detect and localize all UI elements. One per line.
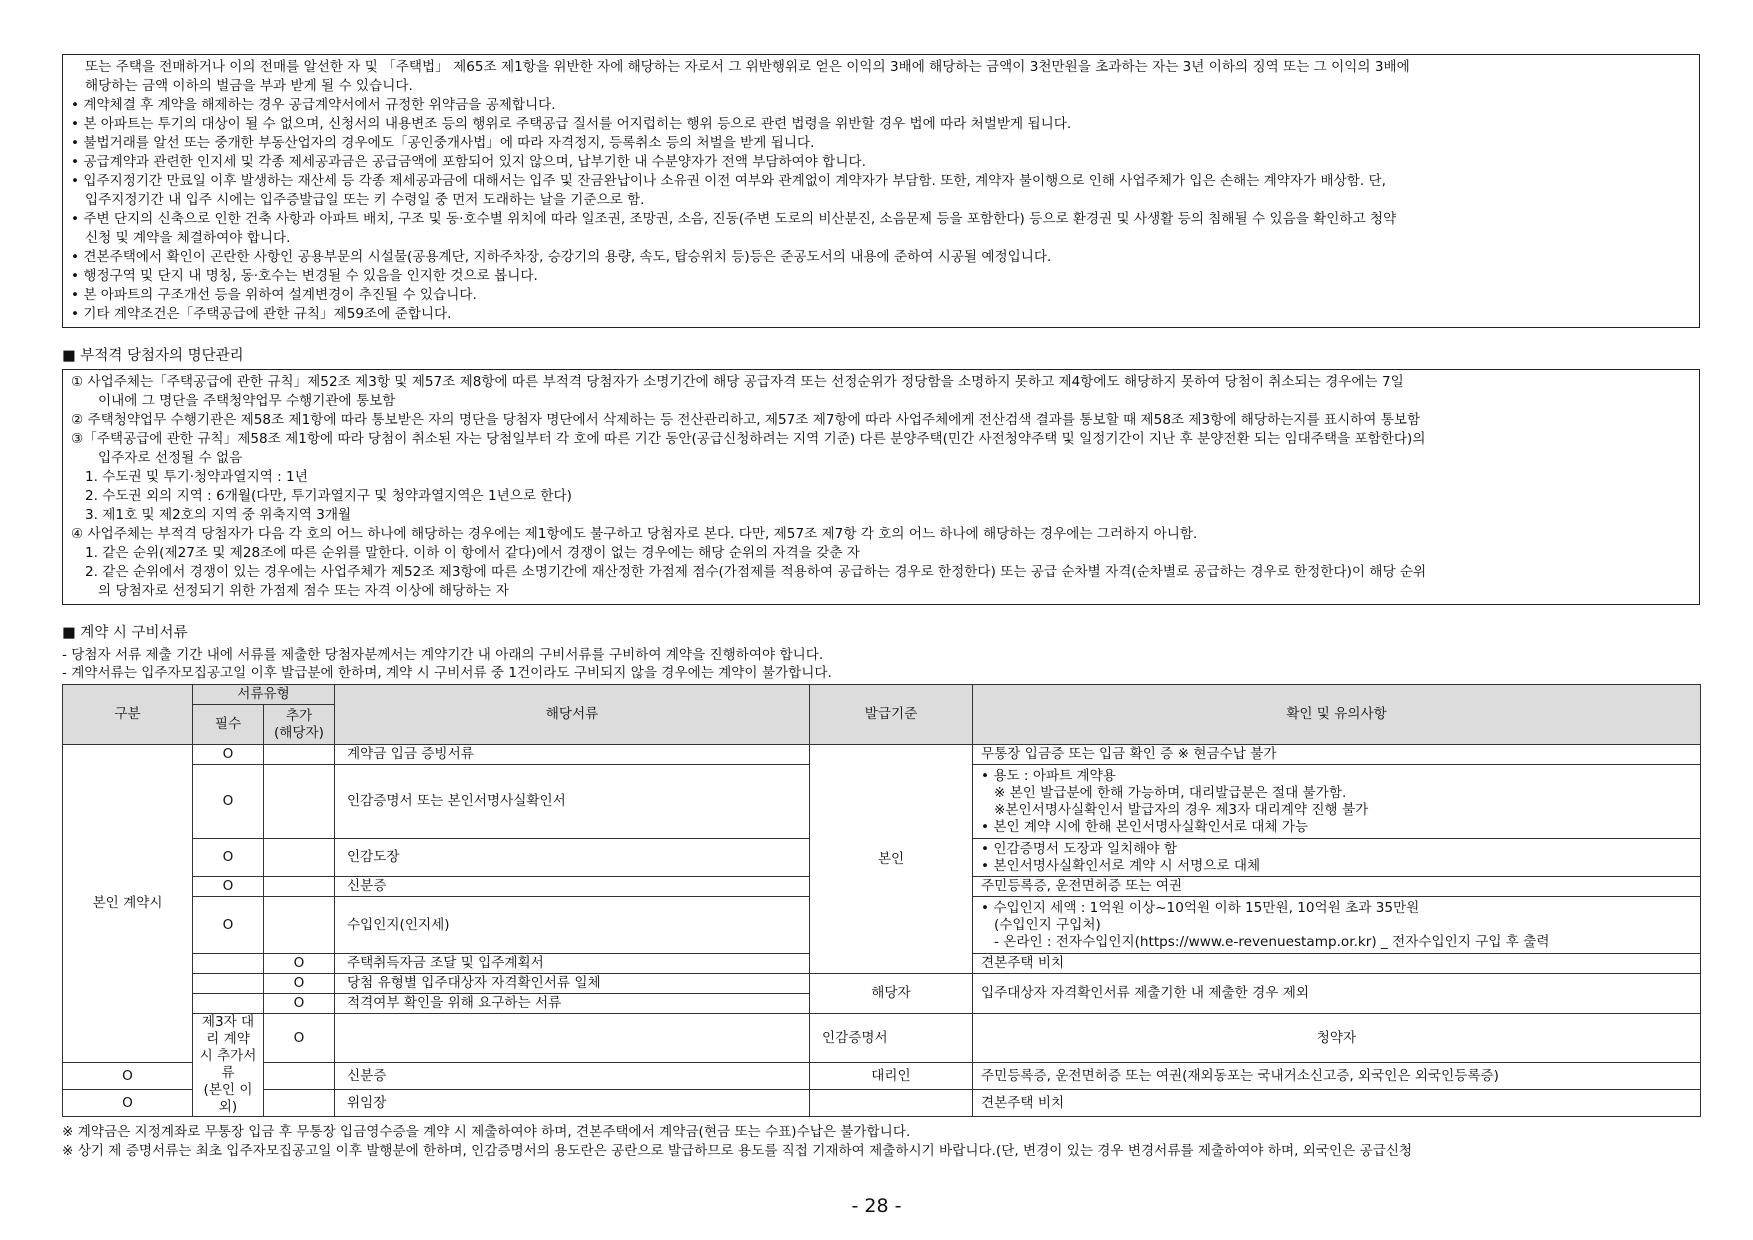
header-notes: 확인 및 유의사항 <box>973 685 1701 745</box>
clause-line: ④ 사업주체는 부적격 당첨자가 다음 각 호의 어느 하나에 해당하는 경우에는 제1항에도 불구하고 당첨자로 본다. 다만, 제57조 제7항 각 호의 어느 하나에 해당하는 경우에는 그러하지 아니함. <box>71 526 1198 542</box>
document-note <box>973 765 1701 839</box>
clause-subitem: 1. 수도권 및 투기·청약과열지역 : 1년 <box>85 469 308 485</box>
note-line: (수입인지 구입처) <box>981 916 1101 933</box>
clause-line: ② 주택청약업무 수행기관은 제58조 제1항에 따라 통보받은 자의 명단을 당첨자 명단에서 삭제하는 등 전산관리하고, 제57조 제7항에 따라 사업주체에게 전산검색 결과를 통보할 때 제58조 제3항에 해당하는지를 표시하여 통보함 <box>71 412 1421 428</box>
note-line: • 인감증명서 도장과 일치해야 함 <box>981 840 1178 857</box>
notice-bullet: • 입주지정기간 만료일 이후 발생하는 재산세 등 각종 제세공과금에 대해서는 입주 및 잔금완납이나 소유권 이전 여부와 관계없이 계약자가 부담함. 또한, 계약자 불이행으로 인해 사업주체가 입은 손해는 계약자가 배상함. 단, <box>71 173 1386 189</box>
document-name: 인감도장 <box>335 839 810 877</box>
clause-subitem: 3. 제1호 및 제2호의 지역 중 위축지역 3개월 <box>85 507 352 523</box>
page-number: - 28 - <box>851 1195 902 1217</box>
document-name: 수입인지(인지세) <box>335 897 810 954</box>
group-proxy-contract: 제3자 대리 계약 시 추가서류 (본인 이외) <box>193 1014 264 1117</box>
required-mark: O <box>193 839 264 877</box>
clause-line: 이내에 그 명단을 주택청약업무 수행기관에 통보함 <box>98 393 396 409</box>
additional-mark: O <box>264 994 335 1014</box>
notice-bullet: • 계약체결 후 계약을 해제하는 경우 공급계약서에서 규정한 위약금을 공제합니다. <box>71 97 556 113</box>
document-name: 인감증명서 또는 본인서명사실확인서 <box>335 765 810 839</box>
table-row <box>63 974 1701 994</box>
documents-table <box>62 684 1701 1117</box>
issuer-agent: 대리인 <box>810 1063 973 1090</box>
note-line: • 본인 계약 시에 한해 본인서명사실확인서로 대체 가능 <box>981 818 1309 835</box>
notice-line: 또는 주택을 전매하거나 이의 전매를 알선한 자 및 「주택법」 제65조 제1항을 위반한 자에 해당하는 자로서 그 위반행위로 얻은 이익의 3배에 해당하는 금액이 3천만원을 초과하는 자는 3년 이하의 징역 또는 그 이익의 3배에 <box>85 59 1410 75</box>
issuer-self: 본인 <box>810 745 973 974</box>
header-additional: 추가 (해당자) <box>264 705 335 745</box>
ineligible-box <box>62 369 1700 605</box>
document-name: 위임장 <box>335 1090 810 1117</box>
additional-mark: O <box>264 974 335 994</box>
document-note <box>973 839 1701 877</box>
header-required: 필수 <box>193 705 264 745</box>
document-note: 주민등록증, 운전면허증 또는 여권(재외동포는 국내거소신고증, 외국인은 외국인등록증) <box>973 1063 1701 1090</box>
clause-subitem: 2. 같은 순위에서 경쟁이 있는 경우에는 사업주체가 제52조 제3항에 따른 소명기간에 재산정한 가점제 점수(가점제를 적용하여 공급하는 경우로 한정한다) 또는 공급 순차별 자격(순차별로 공급하는 경우로 한정한다)이 해당 순위 <box>85 564 1427 580</box>
clause-subitem: 1. 같은 순위(제27조 및 제28조에 따른 순위를 말한다. 이하 이 항에서 같다)에서 경쟁이 없는 경우에는 해당 순위의 자격을 갖춘 자 <box>85 545 860 561</box>
document-name: 계약금 입금 증빙서류 <box>335 745 810 765</box>
clause-line: ③「주택공급에 관한 규칙」제58조 제1항에 따라 당첨이 취소된 자는 당첨일부터 각 호에 따른 기간 동안(공급신청하려는 지역 기준) 다른 분양주택(민간 사전청약주택 및 일정기간이 지난 후 분양전환 되는 임대주택을 포함한다)의 <box>71 431 1426 447</box>
document-note: 주민등록증, 운전면허증 또는 여권 <box>973 877 1701 897</box>
note-line: • 용도 : 아파트 계약용 <box>981 767 1116 784</box>
header-issuer: 발급기준 <box>810 685 973 745</box>
note-line: • 본인서명사실확인서로 계약 시 서명으로 대체 <box>981 857 1261 874</box>
header-document: 해당서류 <box>335 685 810 745</box>
issuer-subscriber: 청약자 <box>973 1014 1701 1063</box>
notice-bullet: • 본 아파트는 투기의 대상이 될 수 없으며, 신청서의 내용변조 등의 행위로 주택공급 질서를 어지럽히는 행위 등으로 관련 법령을 위반할 경우 법에 따라 처벌받게 됩니다. <box>71 116 1072 132</box>
header-doc-type: 서류유형 <box>193 685 335 705</box>
notice-line: 해당하는 금액 이하의 벌금을 부과 받게 될 수 있습니다. <box>85 78 413 94</box>
issuer-applicable: 해당자 <box>810 974 973 1014</box>
notice-bullet: • 견본주택에서 확인이 곤란한 사항인 공용부문의 시설물(공용계단, 지하주차장, 승강기의 용량, 속도, 탑승위치 등)등은 준공도서의 내용에 준하여 시공될 예정입니다. <box>71 249 1052 265</box>
required-mark: O <box>193 897 264 954</box>
required-mark: O <box>193 745 264 765</box>
document-name: 적격여부 확인을 위해 요구하는 서류 <box>335 994 810 1014</box>
document-note: 견본주택 비치 <box>973 954 1701 974</box>
note-line: ※ 본인 발급분에 한해 가능하며, 대리발급분은 절대 불가함. <box>981 784 1347 801</box>
notice-bullet: • 행정구역 및 단지 내 명칭, 동·호수는 변경될 수 있음을 인지한 것으로 봅니다. <box>71 268 538 284</box>
additional-mark: O <box>264 954 335 974</box>
document-page <box>62 54 1700 1161</box>
table-row <box>63 1090 1701 1117</box>
note-line: • 수입인지 세액 : 1억원 이상~10억원 이하 15만원, 10억원 초과 35만원 <box>981 899 1420 916</box>
note-line: - 온라인 : 전자수입인지(https://www.e-revenuestamp.or.kr) _ 전자수입인지 구입 후 출력 <box>981 933 1550 950</box>
required-mark: O <box>63 1063 193 1090</box>
documents-note: - 계약서류는 입주자모집공고일 이후 발급분에 한하며, 계약 시 구비서류 중 1건이라도 구비되지 않을 경우에는 계약이 불가합니다. <box>62 665 832 681</box>
clause-subitem: 2. 수도권 외의 지역 : 6개월(다만, 투기과열지구 및 청약과열지역은 1년으로 한다) <box>85 488 572 504</box>
documents-note: - 당첨자 서류 제출 기간 내에 서류를 제출한 당첨자분께서는 계약기간 내 아래의 구비서류를 구비하여 계약을 진행하여야 합니다. <box>62 647 824 663</box>
table-row <box>63 1014 1701 1063</box>
document-name: 당첨 유형별 입주대상자 자격확인서류 일체 <box>335 974 810 994</box>
section-title-ineligible: ■ 부적격 당첨자의 명단관리 <box>62 348 244 364</box>
table-row <box>63 1063 1701 1090</box>
document-note: 무통장 입금증 또는 입금 확인 증 ※ 현금수납 불가 <box>973 745 1701 765</box>
document-name: 인감증명서 <box>810 1014 973 1063</box>
notice-box <box>62 54 1700 328</box>
document-name: 신분증 <box>335 877 810 897</box>
document-name: 주택취득자금 조달 및 입주계획서 <box>335 954 810 974</box>
document-name: 신분증 <box>335 1063 810 1090</box>
footnote: ※ 상기 제 증명서류는 최초 입주자모집공고일 이후 발행분에 한하며, 인감증명서의 용도란은 공란으로 발급하므로 용도를 직접 기재하여 제출하시기 바랍니다.(단, 변경이 있는 경우 변경서류를 제출하여야 하며, 외국인은 공급신청 <box>62 1143 1413 1159</box>
section-title-documents: ■ 계약 시 구비서류 <box>62 625 188 641</box>
required-mark: O <box>193 877 264 897</box>
table-row <box>63 745 1701 765</box>
clause-subitem: 의 당첨자로 선정되기 위한 가점제 점수 또는 자격 이상에 해당하는 자 <box>98 583 509 599</box>
notice-bullet: • 주변 단지의 신축으로 인한 건축 사항과 아파트 배치, 구조 및 동·호수별 위치에 따라 일조권, 조망권, 소음, 진동(주변 도로의 비산분진, 소음문제 등을 포함한다) 등으로 환경권 및 사생활 등의 침해될 수 있음을 확인하고 청약 <box>71 211 1397 227</box>
clause-line: 입주자로 선정될 수 없음 <box>98 450 243 466</box>
notice-bullet: • 불법거래를 알선 또는 중개한 부동산업자의 경우에도「공인중개사법」에 따라 자격정지, 등록취소 등의 처벌을 받게 됩니다. <box>71 135 815 151</box>
note-line: ※본인서명사실확인서 발급자의 경우 제3자 대리계약 진행 불가 <box>981 801 1369 818</box>
notice-bullet: • 기타 계약조건은「주택공급에 관한 규칙」제59조에 준합니다. <box>71 306 452 322</box>
clause-line: ① 사업주체는「주택공급에 관한 규칙」제52조 제3항 및 제57조 제8항에 따른 부적격 당첨자가 소명기간에 해당 공급자격 또는 선정순위가 정당함을 소명하지 못하고 제4항에도 해당하지 못하여 당첨이 취소되는 경우에는 7일 <box>71 374 1404 390</box>
required-mark: O <box>193 765 264 839</box>
required-mark: O <box>63 1090 193 1117</box>
notice-bullet: • 본 아파트의 구조개선 등을 위하여 설계변경이 추진될 수 있습니다. <box>71 287 477 303</box>
notice-line: 신청 및 계약을 체결하여야 합니다. <box>85 230 291 246</box>
document-note: 입주대상자 자격확인서류 제출기한 내 제출한 경우 제외 <box>973 974 1701 1014</box>
required-mark: O <box>264 1014 335 1063</box>
document-note: 견본주택 비치 <box>973 1090 1701 1117</box>
group-self-contract: 본인 계약시 <box>63 745 193 1063</box>
document-note <box>973 897 1701 954</box>
notice-bullet: • 공급계약과 관련한 인지세 및 각종 제세공과금은 공급금액에 포함되어 있지 않으며, 납부기한 내 수분양자가 전액 부담하여야 합니다. <box>71 154 866 170</box>
footnote: ※ 계약금은 지정계좌로 무통장 입금 후 무통장 입금영수증을 계약 시 제출하여야 하며, 견본주택에서 계약금(현금 또는 수표)수납은 불가합니다. <box>62 1124 911 1140</box>
header-category: 구분 <box>63 685 193 745</box>
notice-line: 입주지정기간 내 입주 시에는 입주증발급일 또는 키 수령일 중 먼저 도래하는 날을 기준으로 함. <box>85 192 645 208</box>
